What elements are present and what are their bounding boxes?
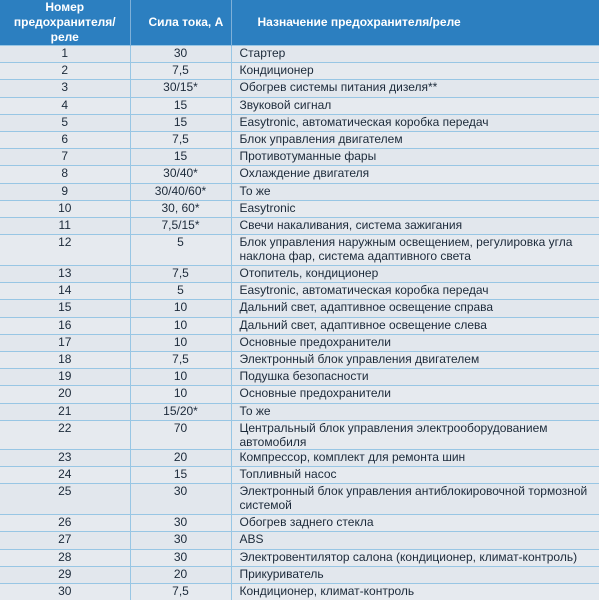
fuse-purpose: Стартер [231,46,599,63]
fuse-current: 30 [130,549,231,566]
table-header [0,0,599,46]
fuse-current: 5 [130,283,231,300]
fuse-purpose: Easytronic, автоматическая коробка передач [231,283,599,300]
fuse-number: 9 [0,183,130,200]
fuse-current: 30/15* [130,80,231,97]
fuse-purpose: Охлаждение двигателя [231,166,599,183]
fuse-current: 10 [130,334,231,351]
fuse-number: 12 [0,235,130,266]
fuse-purpose: Обогрев системы питания дизеля** [231,80,599,97]
fuse-purpose: Топливный насос [231,466,599,483]
fuse-number: 29 [0,566,130,583]
fuse-purpose: Easytronic, автоматическая коробка передач [231,114,599,131]
fuse-current: 70 [130,420,231,449]
fuse-number: 8 [0,166,130,183]
table-row [0,46,599,63]
fuse-purpose: Подушка безопасности [231,369,599,386]
fuse-purpose: Блок управления наружным освещением, регулировка угла наклона фар, система адаптивного света [231,235,599,266]
table-row [0,549,599,566]
fuse-number: 3 [0,80,130,97]
table-row [0,166,599,183]
fuse-current: 7,5 [130,63,231,80]
fuse-purpose: Кондиционер, климат-контроль [231,583,599,600]
table-row [0,131,599,148]
fuse-number: 27 [0,532,130,549]
fuse-current: 5 [130,235,231,266]
fuse-number: 11 [0,217,130,234]
fuse-purpose: Кондиционер [231,63,599,80]
fuse-number: 23 [0,449,130,466]
fuse-number: 24 [0,466,130,483]
fuse-number: 4 [0,97,130,114]
fuse-current: 30 [130,532,231,549]
fuse-current: 20 [130,566,231,583]
table-row [0,63,599,80]
fuse-purpose: Дальний свет, адаптивное освещение слева [231,317,599,334]
fuse-number: 18 [0,352,130,369]
table-row [0,300,599,317]
fuse-current: 10 [130,386,231,403]
fuse-purpose: Звуковой сигнал [231,97,599,114]
table-row [0,420,599,449]
fuse-purpose: Обогрев заднего стекла [231,515,599,532]
table-row [0,466,599,483]
fuse-current: 30, 60* [130,200,231,217]
table-row [0,266,599,283]
fuse-purpose: Электровентилятор салона (кондиционер, климат-контроль) [231,549,599,566]
table-row [0,352,599,369]
table-row [0,97,599,114]
fuse-current: 15 [130,114,231,131]
fuse-number: 22 [0,420,130,449]
fuse-purpose: Отопитель, кондиционер [231,266,599,283]
fuse-current: 30 [130,515,231,532]
fuse-purpose: ABS [231,532,599,549]
table-row [0,200,599,217]
table-row [0,583,599,600]
table-row [0,235,599,266]
table-row [0,149,599,166]
fuse-number: 13 [0,266,130,283]
fuse-purpose: Основные предохранители [231,386,599,403]
fuse-current: 10 [130,300,231,317]
fuse-purpose: Электронный блок управления антиблокировочной тормозной системой [231,484,599,515]
fuse-number: 19 [0,369,130,386]
fuse-number: 25 [0,484,130,515]
header-number: Номер предохранителя/реле [0,0,130,46]
fuse-number: 21 [0,403,130,420]
fuse-number: 20 [0,386,130,403]
fuse-current: 15/20* [130,403,231,420]
fuse-current: 30 [130,46,231,63]
fuse-purpose: Прикуриватель [231,566,599,583]
fuse-current: 7,5 [130,583,231,600]
fuse-number: 17 [0,334,130,351]
table-row [0,317,599,334]
fuse-current: 30 [130,484,231,515]
table-row [0,449,599,466]
table-row [0,403,599,420]
fuse-purpose: Дальний свет, адаптивное освещение справа [231,300,599,317]
header-current: Сила тока, А [130,0,231,46]
table-row [0,369,599,386]
fuse-purpose: Противотуманные фары [231,149,599,166]
fuse-current: 7,5 [130,131,231,148]
fuse-number: 5 [0,114,130,131]
table-row [0,566,599,583]
fuse-current: 20 [130,449,231,466]
fuse-purpose: То же [231,403,599,420]
fuse-purpose: Центральный блок управления электрооборудованием автомобиля [231,420,599,449]
fuse-purpose: То же [231,183,599,200]
fuse-current: 7,5 [130,266,231,283]
fuse-purpose: Свечи накаливания, система зажигания [231,217,599,234]
fuse-number: 28 [0,549,130,566]
table-row [0,484,599,515]
fuse-purpose: Электронный блок управления двигателем [231,352,599,369]
header-purpose: Назначение предохранителя/реле [231,0,599,46]
fuse-current: 15 [130,466,231,483]
table-row [0,80,599,97]
fuse-number: 2 [0,63,130,80]
fuse-number: 16 [0,317,130,334]
table-row [0,334,599,351]
fuse-number: 26 [0,515,130,532]
fuse-number: 10 [0,200,130,217]
table-row [0,217,599,234]
fuse-number: 14 [0,283,130,300]
fuse-current: 10 [130,317,231,334]
fuse-purpose: Easytronic [231,200,599,217]
fuse-current: 15 [130,149,231,166]
fuse-purpose: Компрессор, комплект для ремонта шин [231,449,599,466]
fuse-number: 15 [0,300,130,317]
table-row [0,114,599,131]
table-row [0,515,599,532]
table-row [0,183,599,200]
fuse-current: 10 [130,369,231,386]
fuse-current: 7,5/15* [130,217,231,234]
table-row [0,386,599,403]
fuse-current: 15 [130,97,231,114]
fuse-purpose: Блок управления двигателем [231,131,599,148]
fuse-number: 1 [0,46,130,63]
table-row [0,283,599,300]
fuse-current: 7,5 [130,352,231,369]
fuse-current: 30/40/60* [130,183,231,200]
table-body [0,46,599,600]
fuse-number: 7 [0,149,130,166]
fuse-purpose: Основные предохранители [231,334,599,351]
header-row [0,0,599,46]
fuse-current: 30/40* [130,166,231,183]
table-row [0,532,599,549]
fuse-number: 30 [0,583,130,600]
fuse-number: 6 [0,131,130,148]
